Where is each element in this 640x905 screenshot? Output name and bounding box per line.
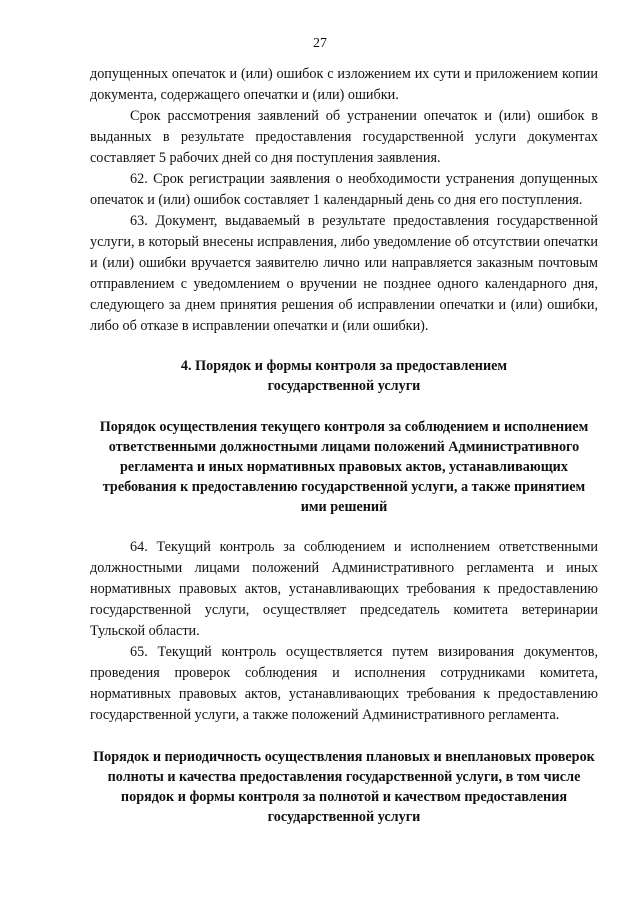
page-number: 27 [313, 36, 327, 51]
paragraph-62: 62. Срок регистрации заявления о необходимости устранения допущенных опечаток и (или) ошибок составляет 1 календарный день со дня его поступления. [90, 171, 598, 208]
paragraph-continuation: допущенных опечаток и (или) ошибок с изложением их сути и приложением копии документа, содержащего опечатки и (или) ошибки. [90, 66, 598, 103]
paragraph-65: 65. Текущий контроль осуществляется путем визирования документов, проведения проверок соблюдения и исполнения сотрудниками комитета, нормативных правовых актов, устанавливающих требования к предоставлению государственной услуги, а также положений Административного регламента. [90, 644, 598, 723]
page-body [90, 64, 598, 827]
paragraph-review-term: Срок рассмотрения заявлений об устранении опечаток и (или) ошибок в выданных в результате предоставления государственной услуги документах составляет 5 рабочих дней со дня поступления заявления. [90, 108, 598, 166]
subheading-current-control: Порядок осуществления текущего контроля за соблюдением и исполнением ответственными должностными лицами положений Административного регламента и иных нормативных правовых актов, устанавливающих требования к предоставлению государственной услуги, а также принятием ими решений [99, 419, 589, 515]
section-heading-4: 4. Порядок и формы контроля за предоставлением государственной услуги [180, 358, 508, 394]
paragraph-64: 64. Текущий контроль за соблюдением и исполнением ответственными должностными лицами положений Административного регламента и иных нормативных правовых актов, устанавливающих требования к предоставлению государственной услуги, осуществляет председатель комитета ветеринарии Тульской области. [90, 539, 598, 639]
paragraph-63: 63. Документ, выдаваемый в результате предоставления государственной услуги, в который внесены исправления, либо уведомление об отсутствии опечатки и (или) ошибки вручается заявителю лично или направляется заказным почтовым отправлением с уведомлением о вручении не позднее одного календарного дня, следующего за днем принятия решения об исправлении опечатки и (или) ошибки, либо об отказе в исправлении опечатки и (или ошибки). [90, 213, 598, 334]
subheading-inspections: Порядок и периодичность осуществления плановых и внеплановых проверок полноты и качества предоставления государственной услуги, в том числе порядок и формы контроля за полнотой и качеством предоставления государственной услуги [93, 749, 595, 825]
